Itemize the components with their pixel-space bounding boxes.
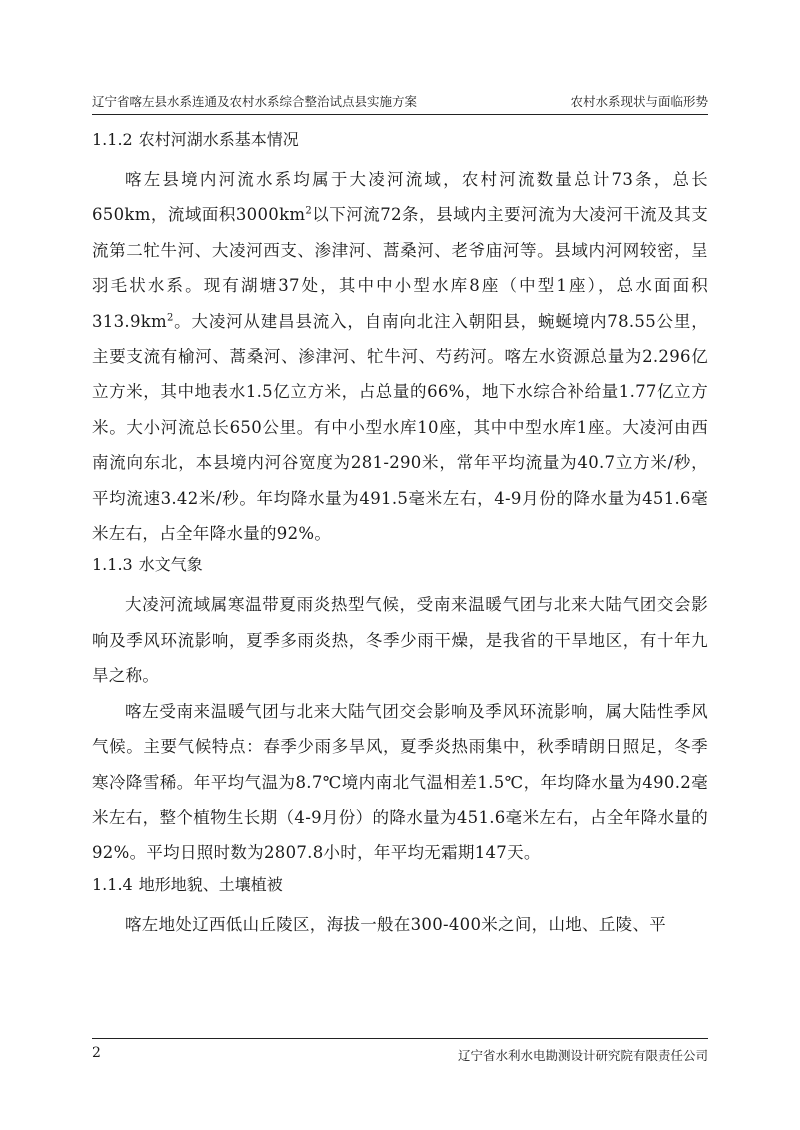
section-heading xyxy=(92,551,708,587)
section-number: 1.1.3 xyxy=(92,555,133,575)
page-footer xyxy=(92,1038,708,1065)
footer-organization: 辽宁省水利水电勘测设计研究院有限责任公司 xyxy=(457,1048,708,1063)
section-number: 1.1.4 xyxy=(92,874,133,894)
header-chapter-title: 农村水系现状与面临形势 xyxy=(570,94,708,109)
section-title: 水文气象 xyxy=(138,555,203,575)
section-heading xyxy=(92,126,708,162)
section-heading xyxy=(92,871,708,907)
section-title: 农村河湖水系基本情况 xyxy=(138,130,299,149)
body-paragraph xyxy=(92,907,708,942)
text-run: 大凌河流域属寒温带夏雨炎热型气候，受南来温暖气团与北来大陆气团交会影响及季风环流影响，夏季多雨炎热，冬季少雨干燥，是我省的干旱地区，有十年九旱之称。 xyxy=(92,595,708,686)
section-title: 地形地貌、土壤植被 xyxy=(138,874,283,894)
text-run: 喀左受南来温暖气团与北来大陆气团交会影响及季风环流影响，属大陆性季风气候。主要气候特点：春季少雨多旱风，夏季炎热雨集中，秋季晴朗日照足，冬季寒冷降雪稀。年平均气温为8.7℃境内南北气温相差1.5℃，年均降水量为490.2毫米左右，整个植物生长期（4-9月份）的降水量为451.6毫米左右，占全年降水量的92%。平均日照时数为2807.8小时，年平均无霜期147天。 xyxy=(92,701,708,863)
superscript: 2 xyxy=(305,205,312,217)
text-run: 喀左地处辽西低山丘陵区，海拔一般在300-400米之间，山地、丘陵、平 xyxy=(125,914,667,934)
section-number: 1.1.2 xyxy=(92,130,133,149)
text-run: 。大凌河从建昌县流入，自南向北注入朝阳县，蜿蜒境内78.55公里，主要支流有榆河、蒿桑河、渗津河、牤牛河、芍药河。喀左水资源总量为2.296亿立方米，其中地表水1.5亿立方米，占总量的66%，地下水综合补给量1.77亿立方米。大小河流总长650公里。有中小型水库10座，其中中型水库1座。大凌河由西南流向东北，本县境内河谷宽度为281-290米，常年平均流量为40.7立方米/秒，平均流速3.42米/秒。年均降水量为491.5毫米左右，4-9月份的降水量为451.6毫米左右，占全年降水量的92%。 xyxy=(92,311,708,544)
page-header xyxy=(92,92,708,115)
page-number: 2 xyxy=(92,1045,101,1061)
page-body xyxy=(92,126,708,942)
text-run: 以下河流72条，县域内主要河流为大凌河干流及其支流第二牤牛河、大凌河西支、渗津河、蒿桑河、老爷庙河等。县域内河网较密，呈羽毛状水系。现有湖塘37处，其中中小型水库8座（中型1座），总水面面积313.9km xyxy=(92,205,708,331)
body-paragraph xyxy=(92,694,708,871)
superscript: 2 xyxy=(166,312,174,324)
body-paragraph xyxy=(92,587,708,693)
text-run: 喀左县境内河流水系均属于大凌河流域，农村河流数量总计73条，总长650km，流域面积3000km xyxy=(92,170,708,225)
header-document-title: 辽宁省喀左县水系连通及农村水系综合整治试点县实施方案 xyxy=(92,94,418,109)
body-paragraph xyxy=(92,162,708,551)
